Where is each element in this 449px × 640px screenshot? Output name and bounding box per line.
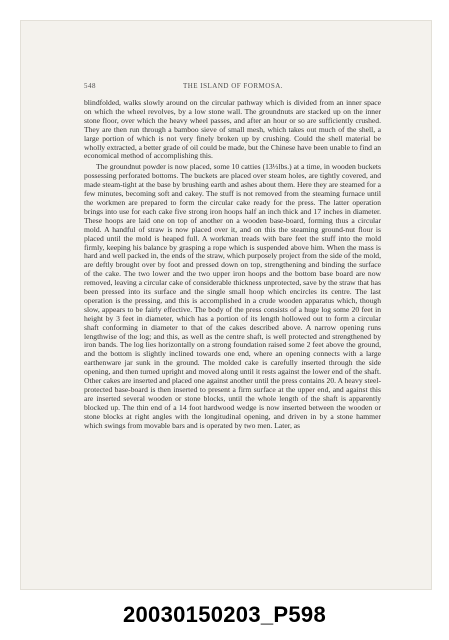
paragraph-continued: blindfolded, walks slowly around on the circular pathway which is divided from an inner space on which the wheel revolves, by a low stone wall. The groundnuts are stacked up on the inner stone floor, over which the heavy wheel passes, and after an hour or so are sufficiently crushed. They are then run through a bamboo sieve of small mesh, which takes out much of the shell, a large portion of which is not very finely broken up by crushing. Could the shell material be wholly extracted, a better grade of oil could be made, but the Chinese have been unable to find an economical method of accomplishing this. [84,98,381,161]
running-title: THE ISLAND OF FORMOSA. [182,82,284,90]
image-caption: 20030150203_P598 [122,602,326,627]
paragraph-groundnut-powder: The groundnut powder is now placed, some 10 catties (13⅓lbs.) at a time, in wooden buckets possessing perforated bottoms. The buckets are placed over steam holes, are tightly covered, and made steam-tight at the base by brushing earth and ashes about them. Here they are steamed for a few minutes, becoming soft and cakey. The stuff is not removed from the steaming furnace until the workmen are prepared to form the circular cake ready for the press. The latter operation brings into use for each cake five strong iron hoops half an inch thick and 17 inches in diameter. These hoops are laid one on top of another on a wooden base-board, forming thus a circular mold. A handful of straw is now placed over it, and on this the steaming ground-nut flour is placed until the mold is heaped full. A workman treads with bare feet the stuff into the mold firmly, keeping his balance by grasping a rope which is suspended above him. When the mass is hard and well packed in, the ends of the straw, which purposely project from the side of the mold, are deftly brought over by foot and pressed down on top, strengthening and binding the surface of the cake. The two lower and the two upper iron hoops and the bottom base board are now removed, leaving a circular cake of considerable thickness unprotected, save by the straw that has been pressed into its surface and the single small hoop which encircles its centre. The last operation is the pressing, and this is accomplished in a crude wooden apparatus which, though slow, appears to be fairly effective. The body of the press consists of a huge log some 20 feet in height by 3 feet in diameter, which has a portion of its length hollowed out to form a circular shaft conforming in diameter to that of the cakes described above. A narrow opening runs lengthwise of the log; and this, as well as the centre shaft, is well protected and strengthened by iron bands. The log lies horizontally on a strong foundation raised some 2 feet above the ground, and the bottom is slightly inclined towards one end, where an opening connects with a large earthenware jar sunk in the ground. The molded cake is carefully inserted through the side opening, and then turned upright and moved along until it rests against the lower end of the shaft. Other cakes are inserted and placed one against another until the press contains 20. A heavy steel-protected base-board is then inserted to present a firm surface at the upper end, and against this are inserted several wooden or stone blocks, until the whole length of the shaft is apparently blocked up. The thin end of a 14 foot hardwood wedge is now inserted between the wooden or stone blocks at right angles with the longitudinal opening, and driven in by a stone hammer which swings from movable bars and is operated by two men. Later, as [84,162,381,430]
book-page [20,20,432,590]
page-number: 548 [84,82,96,90]
page-body [84,99,381,433]
running-header [84,82,382,94]
